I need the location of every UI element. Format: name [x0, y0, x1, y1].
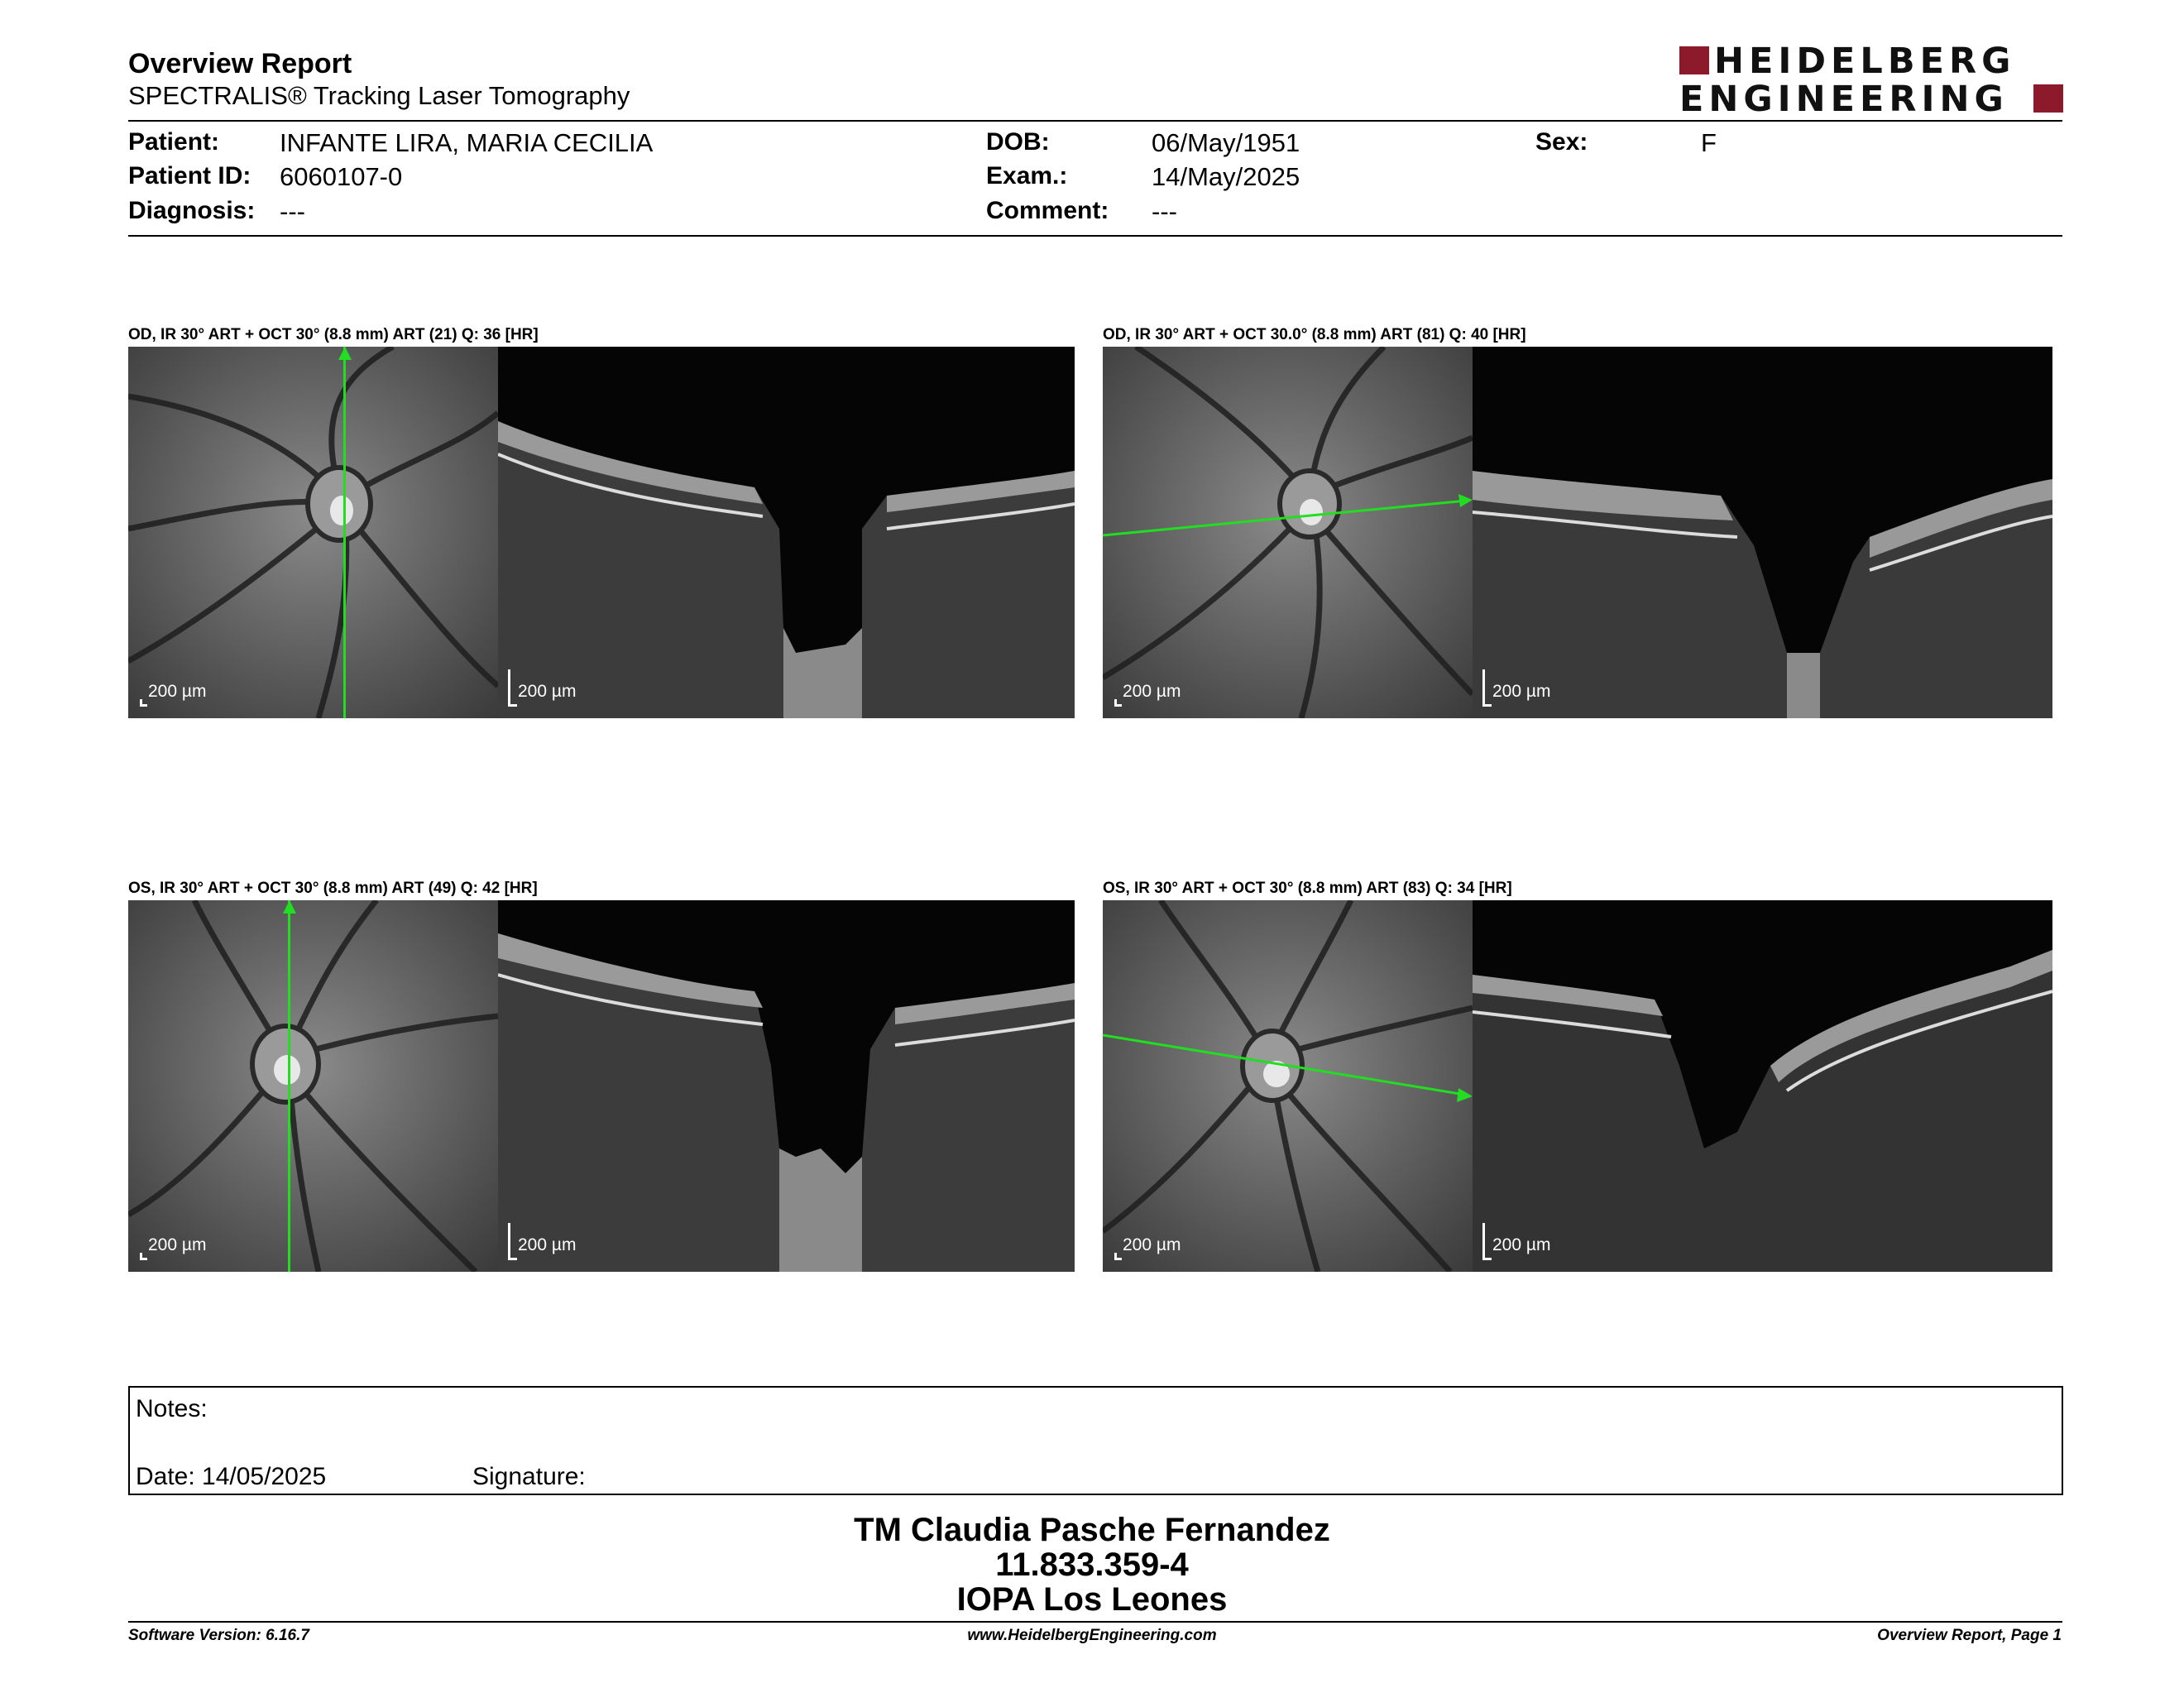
oct-bscan [1473, 347, 2052, 718]
software-version: Software Version: 6.16.7 [128, 1627, 309, 1644]
scan-line [288, 900, 290, 1272]
patient-info-divider [128, 235, 2062, 237]
scale-bar-icon [140, 699, 147, 707]
dob-value: 06/May/1951 [1152, 128, 1300, 157]
diagnosis-label: Diagnosis: [128, 197, 256, 224]
oct-bscan [1473, 900, 2052, 1272]
signer-id: 11.833.359-4 [995, 1547, 1189, 1583]
scale-bar-icon [508, 1223, 517, 1260]
fundus-image [128, 347, 498, 718]
header-divider [128, 120, 2062, 122]
logo-square-icon [1679, 46, 1709, 74]
fundus-image [1103, 900, 1473, 1272]
scan-line [343, 347, 346, 718]
panel-title: OS, IR 30° ART + OCT 30° (8.8 mm) ART (83) Q: 34 [HR] [1103, 880, 1512, 897]
website-link[interactable]: www.HeidelbergEngineering.com [967, 1627, 1217, 1644]
scale-bar-icon [1482, 1223, 1492, 1260]
fundus-scale-label: 200 µm [1123, 682, 1181, 701]
panel-title: OS, IR 30° ART + OCT 30° (8.8 mm) ART (49) Q: 42 [HR] [128, 880, 538, 897]
report-title: Overview Report [128, 48, 352, 79]
logo-square-icon [2033, 84, 2063, 113]
scan-panel [128, 347, 1075, 718]
comment-value: --- [1152, 197, 1177, 226]
signer-name: TM Claudia Pasche Fernandez [854, 1512, 1330, 1548]
sex-label: Sex: [1535, 128, 1588, 156]
diagnosis-value: --- [280, 197, 305, 226]
fundus-scale-label: 200 µm [1123, 1235, 1181, 1254]
scan-panel [1103, 347, 2052, 718]
oct-scale-label: 200 µm [1492, 682, 1551, 701]
scan-arrow-icon [1458, 494, 1473, 507]
notes-box [128, 1386, 2063, 1495]
date-text: Date: 14/05/2025 [136, 1463, 327, 1490]
scale-bar-icon [1114, 699, 1122, 707]
dob-label: DOB: [986, 128, 1050, 156]
oct-scale-label: 200 µm [518, 682, 577, 701]
oct-scale-label: 200 µm [1492, 1235, 1551, 1254]
signature-label: Signature: [472, 1463, 586, 1490]
sex-value: F [1701, 128, 1717, 157]
page-number: Overview Report, Page 1 [1877, 1627, 2062, 1644]
oct-bscan [498, 347, 1075, 718]
scan-panel [1103, 900, 2052, 1272]
fundus-image [128, 900, 498, 1272]
scale-bar-icon [140, 1253, 147, 1260]
fundus-image [1103, 347, 1473, 718]
logo-line-1: HEIDELBERG [1714, 41, 2016, 82]
oct-bscan [498, 900, 1075, 1272]
scan-arrow-icon [338, 347, 352, 360]
panel-title: OD, IR 30° ART + OCT 30° (8.8 mm) ART (21) Q: 36 [HR] [128, 326, 539, 343]
patient-id: 6060107-0 [280, 162, 403, 191]
scan-arrow-icon [283, 900, 296, 914]
heidelberg-logo [1679, 41, 2065, 120]
notes-label: Notes: [136, 1395, 208, 1422]
exam-label: Exam.: [986, 162, 1068, 189]
oct-scale-label: 200 µm [518, 1235, 577, 1254]
scan-arrow-icon [1457, 1088, 1473, 1102]
scale-bar-icon [508, 669, 517, 707]
fundus-scale-label: 200 µm [148, 682, 207, 701]
exam-value: 14/May/2025 [1152, 162, 1300, 191]
scale-bar-icon [1482, 669, 1492, 707]
report-subtitle: SPECTRALIS® Tracking Laser Tomography [128, 81, 630, 110]
patient-name: INFANTE LIRA, MARIA CECILIA [280, 128, 654, 157]
patient-label: Patient: [128, 128, 220, 156]
signer-institution: IOPA Los Leones [956, 1581, 1228, 1618]
scale-bar-icon [1114, 1253, 1122, 1260]
scan-panel [128, 900, 1075, 1272]
fundus-scale-label: 200 µm [148, 1235, 207, 1254]
footer-divider [128, 1621, 2062, 1623]
patient-id-label: Patient ID: [128, 162, 251, 189]
logo-line-2: ENGINEERING [1679, 79, 2009, 120]
panel-title: OD, IR 30° ART + OCT 30.0° (8.8 mm) ART (81) Q: 40 [HR] [1103, 326, 1526, 343]
comment-label: Comment: [986, 197, 1109, 224]
